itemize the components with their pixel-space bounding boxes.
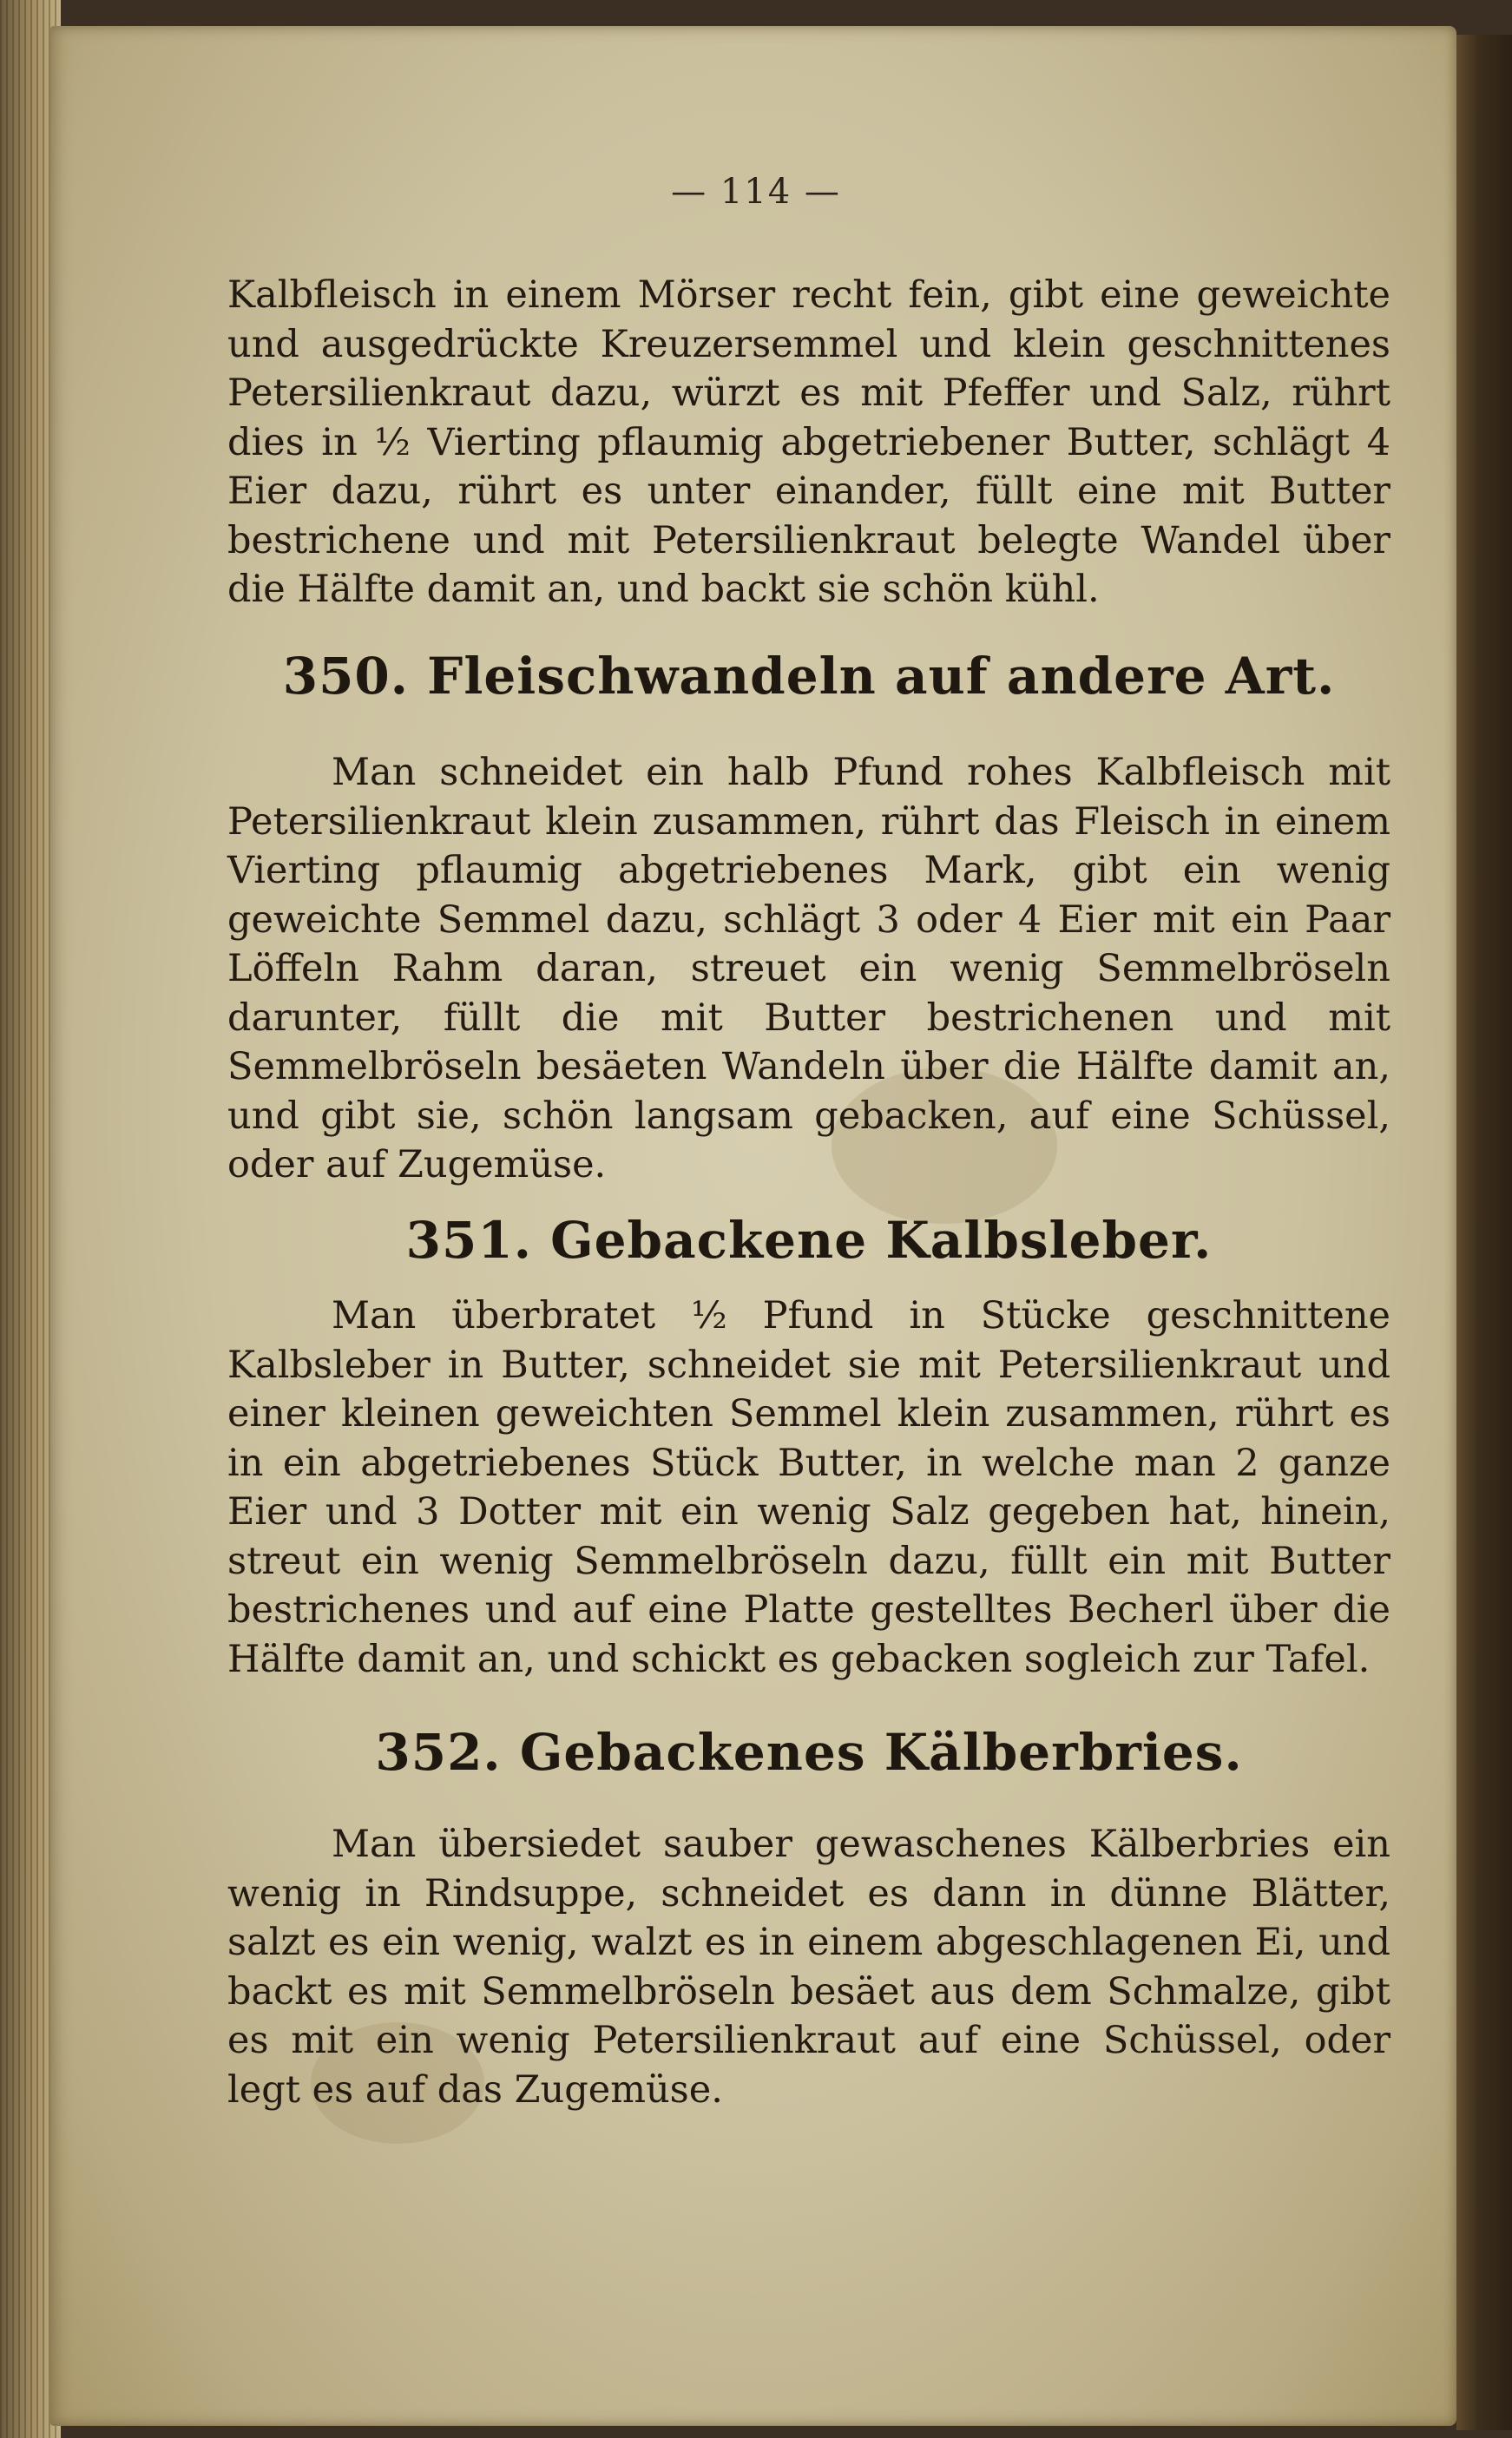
- book-cover-edge: [1456, 35, 1512, 2430]
- paragraph-text: Kalbfleisch in einem Mörser recht fein, gibt eine geweichte und ausgedrückte Kreuzersemmel und klein geschnittenes Petersilienkraut dazu, würzt es mit Pfeffer und Salz, rührt dies in ½ Vierting pflaumig abgetriebener Butter, schlägt 4 Eier dazu, rührt es unter einander, füllt eine mit Butter bestrichene und mit Petersilienkraut belegte Wandel über die Hälfte damit an, und backt sie schön kühl.: [227, 273, 1390, 611]
- page-number: — 114 —: [671, 172, 841, 212]
- paragraph-text: Man übersiedet sauber gewaschenes Kälberbries ein wenig in Rindsuppe, schneidet es dann in dünne Blätter, salzt es ein wenig, walzt es in einem abgeschlagenen Ei, und backt es mit Semmelbröseln besäet aus dem Schmalze, gibt es mit ein wenig Petersilienkraut auf eine Schüssel, oder legt es auf das Zugemüse.: [227, 1823, 1390, 2112]
- paragraph-text: Man schneidet ein halb Pfund rohes Kalbfleisch mit Petersilienkraut klein zusammen, rührt das Fleisch in einem Vierting pflaumig abgetriebenes Mark, gibt ein wenig geweichte Semmel dazu, schlägt 3 oder 4 Eier mit ein Paar Löffeln Rahm daran, streuet ein wenig Semmelbröseln darunter, füllt die mit Butter bestrichenen und mit Semmelbröseln besäeten Wandeln über die Hälfte damit an, und gibt sie, schön langsam gebacken, auf eine Schüssel, oder auf Zugemüse.: [227, 751, 1390, 1186]
- recipe-heading-352: 352. Gebackenes Kälberbries.: [375, 1723, 1243, 1782]
- recipe-351-body: [227, 1291, 1390, 1684]
- recipe-350-body: [227, 748, 1390, 1190]
- recipe-heading-350: 350. Fleischwandeln auf andere Art.: [282, 647, 1336, 706]
- recipe-352-body: [227, 1820, 1390, 2114]
- paragraph-continuation: [227, 271, 1390, 614]
- paragraph-text: Man überbratet ½ Pfund in Stücke geschnittene Kalbsleber in Butter, schneidet sie mit Petersilienkraut und einer kleinen geweichten Semmel klein zusammen, rührt es in ein abgetriebenes Stück Butter, in welche man 2 ganze Eier und 3 Dotter mit ein wenig Salz gegeben hat, hinein, streut ein wenig Semmelbröseln dazu, füllt ein mit Butter bestrichenes und auf eine Platte gestelltes Becherl über die Hälfte damit an, und schickt es gebacken sogleich zur Tafel.: [227, 1294, 1390, 1681]
- recipe-heading-351: 351. Gebackene Kalbsleber.: [405, 1211, 1213, 1270]
